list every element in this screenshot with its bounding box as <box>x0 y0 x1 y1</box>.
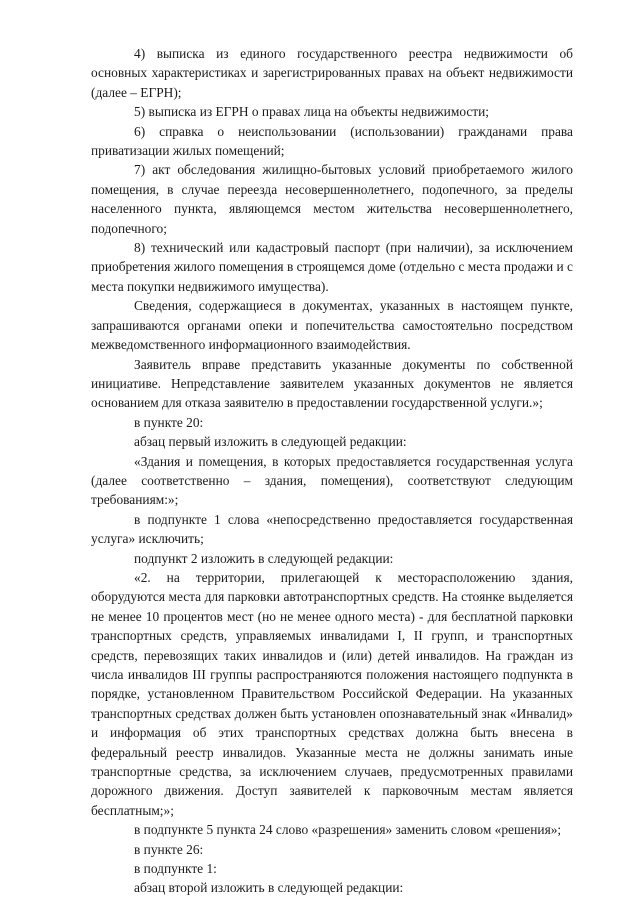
paragraph-applicant-initiative: Заявитель вправе представить указанные документы по собственной инициативе. Непредставление заявителем указанных документов не является основанием для отказа заявителю в предоставлении государственной услуги.»; <box>91 356 573 411</box>
paragraph-interagency-request: Сведения, содержащиеся в документах, указанных в настоящем пункте, запрашиваются органами опеки и попечительства самостоятельно посредством межведомственного информационного взаимодействия. <box>91 298 573 353</box>
paragraph-item-8-technical-passport: 8) технический или кадастровый паспорт (при наличии), за исключением приобретения жилого помещения в строящемся доме (отдельно с места продажи и с места покупки недвижимого имущества). <box>91 240 573 294</box>
document-page <box>91 44 573 898</box>
paragraph-first-abzac-edit: абзац первый изложить в следующей редакции: <box>134 434 407 450</box>
paragraph-item-7-inspection-act: 7) акт обследования жилищно-бытовых условий приобретаемого жилого помещения, в случае переезда несовершеннолетнего, подопечного, за пределы населенного пункта, являющемся местом жительства несовершеннолетнего, подопечного; <box>91 162 573 236</box>
paragraph-subpoint-2-edit: подпункт 2 изложить в следующей редакции: <box>134 550 394 566</box>
paragraph-item-4-egrn-extract: 4) выписка из единого государственного реестра недвижимости об основных характеристиках и зарегистрированных правах на объект недвижимости (далее – ЕГРН); <box>91 46 573 100</box>
paragraph-item-6-privatization-certificate: 6) справка о неиспользовании (использовании) гражданами права приватизации жилых помещений; <box>91 123 573 159</box>
paragraph-point-26: в пункте 26: <box>134 841 204 857</box>
paragraph-second-abzac-edit: абзац второй изложить в следующей редакции: <box>134 880 404 896</box>
paragraph-point-20: в пункте 20: <box>134 414 204 430</box>
paragraph-subpoint-1-exclude: в подпункте 1 слова «непосредственно предоставляется государственная услуга» исключить; <box>91 511 573 547</box>
paragraph-item-5-egrn-rights: 5) выписка из ЕГРН о правах лица на объекты недвижимости; <box>134 104 490 120</box>
paragraph-parking-requirements: «2. на территории, прилегающей к месторасположению здания, оборудуются места для парковки автотранспортных средств. На стоянке выделяется не менее 10 процентов мест (но не менее одного места) - для бесплатной парковки транспортных средств, управляемых инвалидами I, II групп, и транспортных средств, перевозящих таких инвалидов и (или) детей инвалидов. На граждан из числа инвалидов III группы распространяются положения настоящего подпункта в порядке, установленном Правительством Российской Федерации. На указанных транспортных средствах должен быть установлен опознавательный знак «Инвалид» и информация об этих транспортных средствах должна быть внесена в федеральный реестр инвалидов. Указанные места не должны занимать иные транспортные средства, за исключением случаев, предусмотренных правилами дорожного движения. Доступ заявителей к парковочным местам является бесплатным;»; <box>91 569 573 818</box>
paragraph-buildings-requirements: «Здания и помещения, в которых предоставляется государственная услуга (далее соответственно – здания, помещения), соответствуют следующим требованиям:»; <box>91 453 573 508</box>
paragraph-point-24-replace: в подпункте 5 пункта 24 слово «разрешения» заменить словом «решения»; <box>134 822 562 838</box>
paragraph-subpoint-1: в подпункте 1: <box>134 861 217 877</box>
